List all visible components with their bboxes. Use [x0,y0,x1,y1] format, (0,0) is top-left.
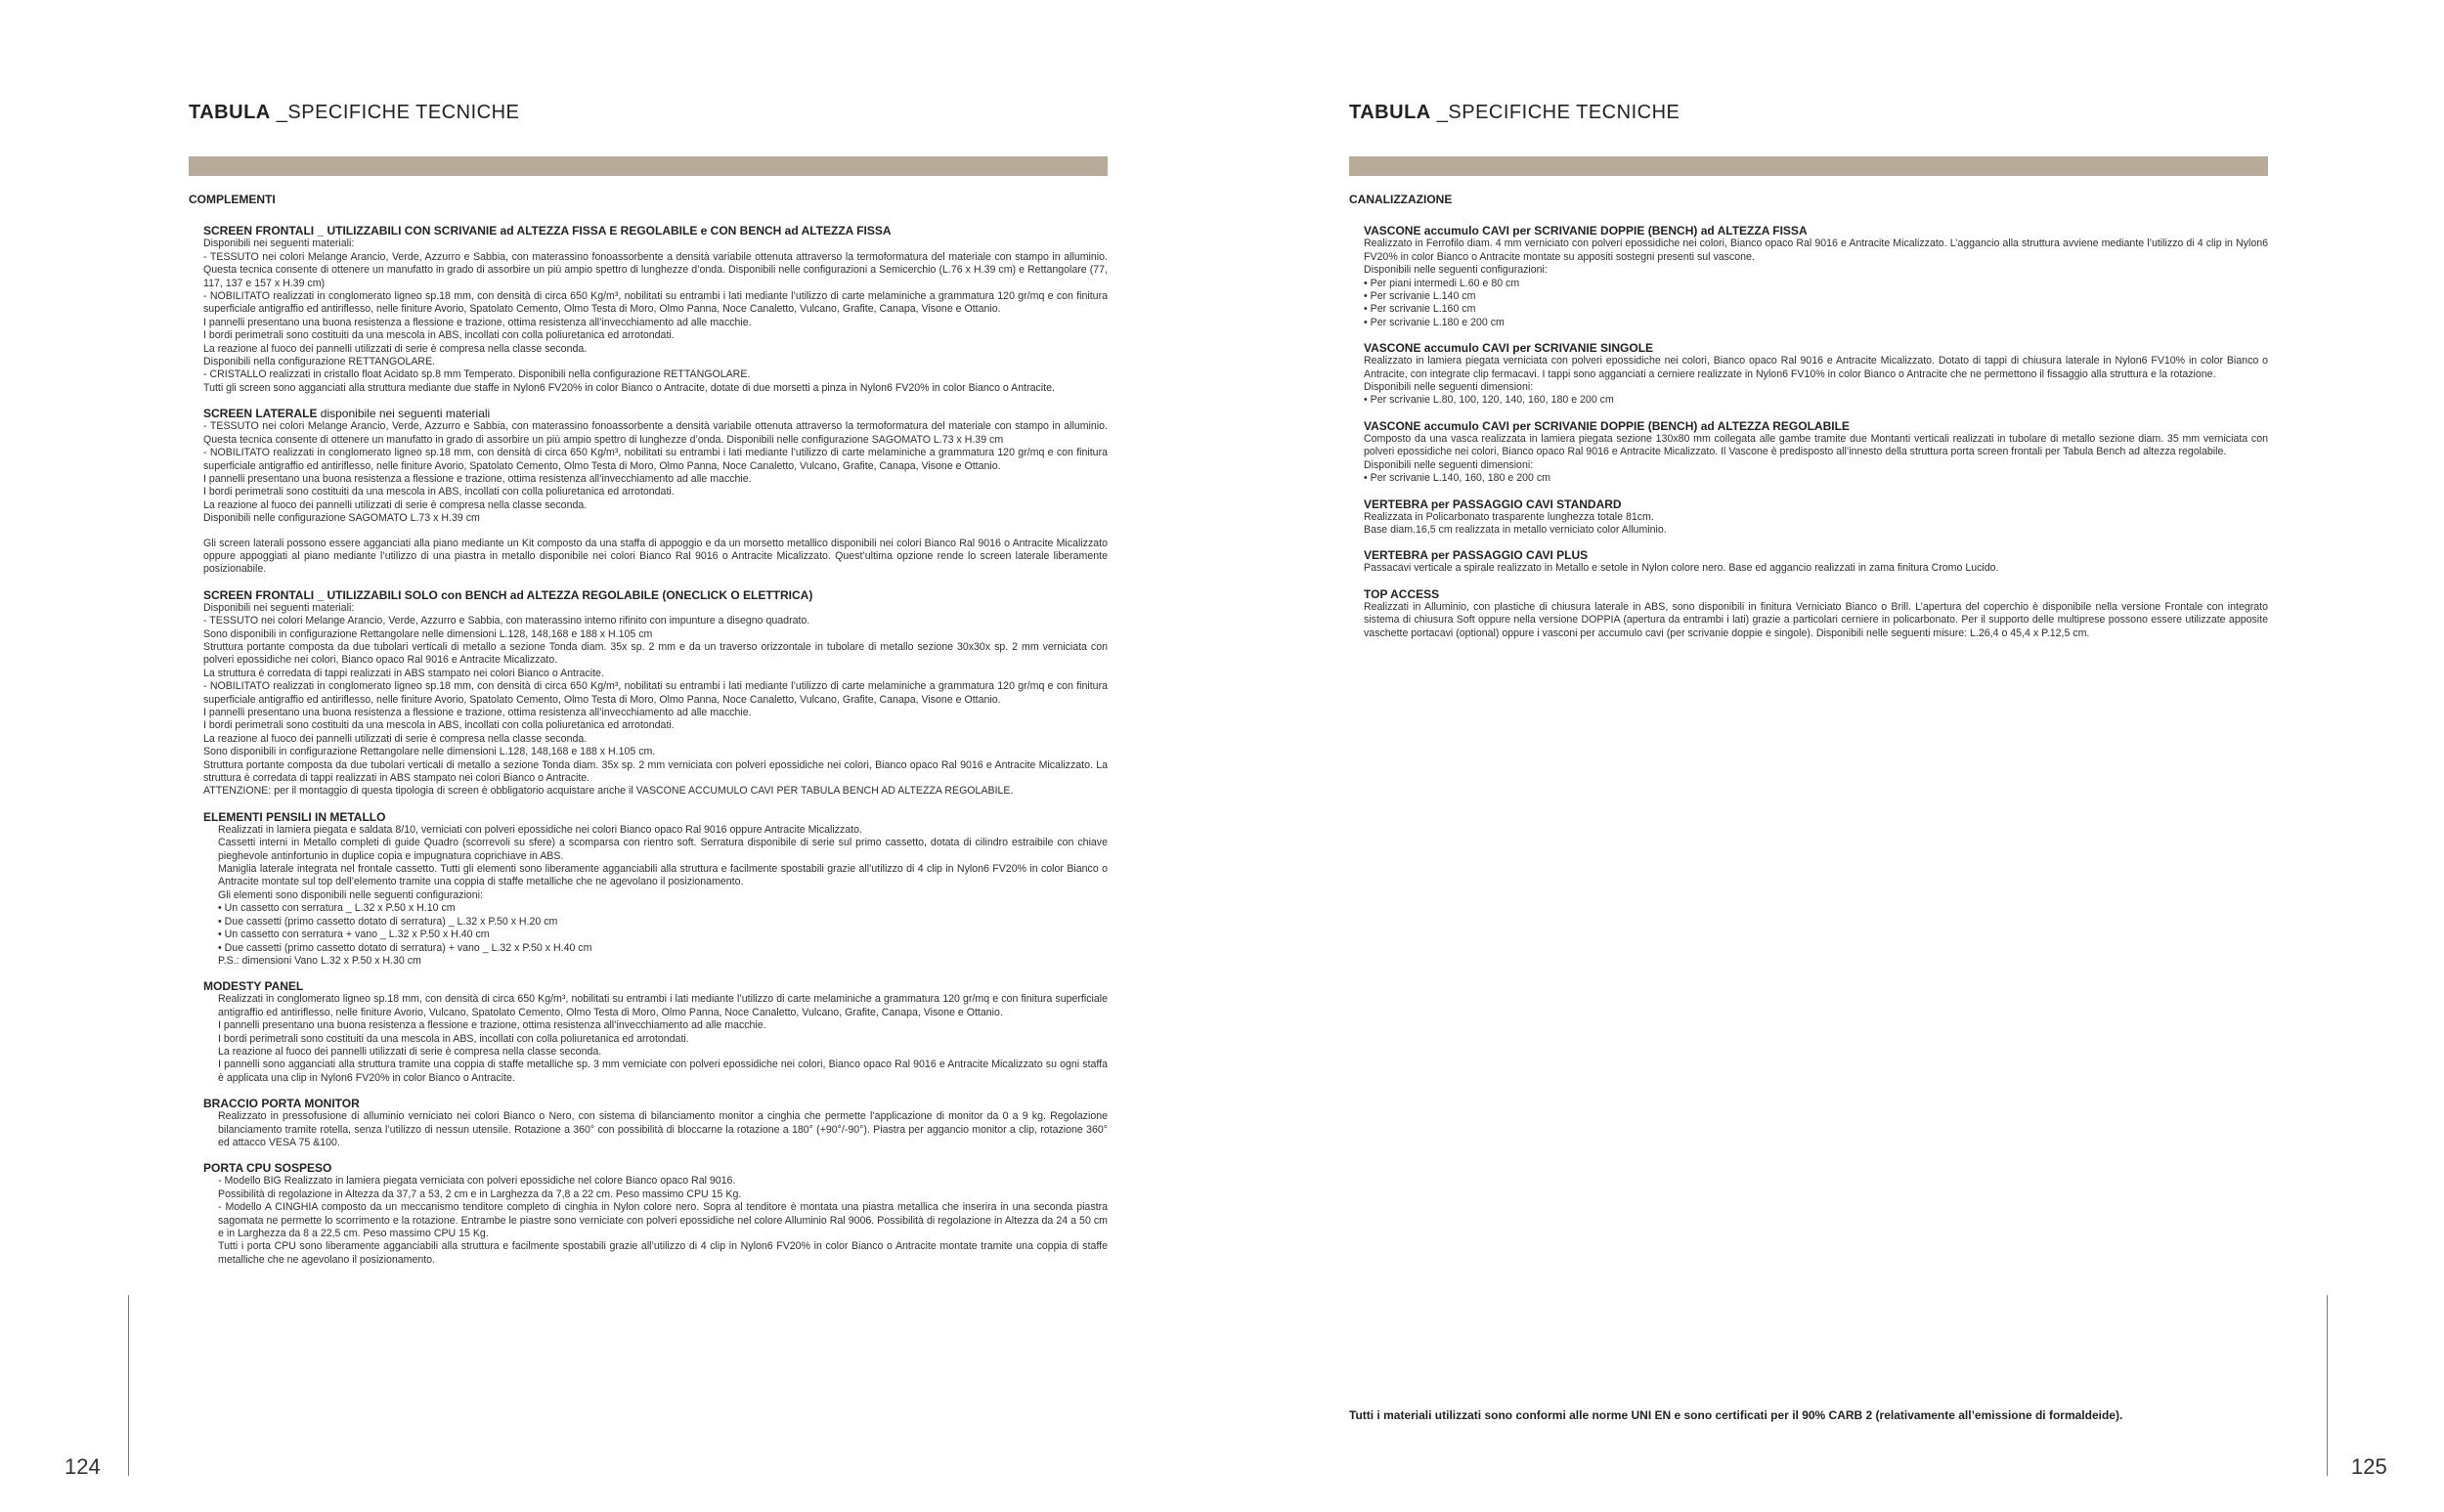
spec-line: I pannelli presentano una buona resistenza a flessione e trazione, ottima resistenza all’invecchiamento ad alle macchie. [203,707,752,718]
spec-block-title: PORTA CPU SOSPESO [203,1161,332,1176]
spec-line: Realizzati in conglomerato ligneo sp.18 mm, con densità di circa 650 Kg/m³, nobilitati su entrambi i lati mediante l’utilizzo di carte melaminiche a grammatura 120 gr/mq e con finitura superficiale antigraffio ed antiriflesso, nelle finiture Avorio, Vulcano, Spatolato Cemento, Olmo Testa di Moro, Olmo Panna, Noce Canaletto, Vulcano, Grafite, Canapa, Visone e Ottanio. [218,993,1108,1018]
spec-line: Sono disponibili in configurazione Rettangolare nelle dimensioni L.128, 148,168 e 188 x H.105 cm. [203,746,656,758]
spec-line: Disponibili nella configurazione RETTANGOLARE. [203,356,436,368]
left-blocks [189,224,1108,1267]
spec-line: Disponibili nei seguenti materiali: [203,238,355,250]
spec-block [203,979,1108,1085]
spec-block-title: VERTEBRA per PASSAGGIO CAVI STANDARD [1364,497,1622,511]
spec-block [203,1161,1108,1267]
spec-block [203,588,1108,799]
spec-line: - TESSUTO nei colori Melange Arancio, Verde, Azzurro e Sabbia, con materassino fonoassorbente a densità variabile ottenuta attraverso la termoformatura del materiale con stampo in alluminio. Questa tecnica consente di ottenere un manufatto in grado di assorbire un più ampio spettro di lunghezze d’onda. Disponibili nelle configurazioni a Semicerchio (L.76 x H.39 cm) e Rettangolare (77, 117, 137 e 157 x H.39 cm) [203,250,1108,289]
spec-line: - Modello A CINGHIA composto da un meccanismo tenditore completo di cinghia in Nylon colore nero. Sopra al tenditore è montata una piastra metallica che inserira in una seconda piastra sagomata ne permette lo scorrimento e la rotazione. Entrambe le piastre sono verniciate con polveri epossidiche nel colore Alluminio Ral 9006. Possibilità di regolazione in Altezza da 24 a 50 cm e in Larghezza da 8 a 22,5 cm. Peso massimo CPU 15 Kg. [218,1201,1108,1239]
spec-line: • Un cassetto con serratura + vano _ L.32 x P.50 x H.40 cm [218,929,490,941]
spec-line: I pannelli presentano una buona resistenza a flessione e trazione, ottima resistenza all’invecchiamento ad alle macchie. [218,1019,766,1032]
spec-block [1364,419,2268,486]
header-bar [189,156,1108,176]
right-blocks [1349,224,2268,640]
spec-block-body [203,602,1108,799]
spec-block-body [1364,238,2268,329]
spec-line: • Due cassetti (primo cassetto dotato di serratura) _ L.32 x P.50 x H.20 cm [218,915,558,928]
spec-line: - Modello BIG Realizzato in lamiera piegata verniciata con polveri epossidiche nel colore Bianco opaco Ral 9016. [218,1175,736,1188]
spec-block [1364,224,2268,329]
header-title: _SPECIFICHE TECNICHE [1430,102,1680,123]
spec-block-body [1364,433,2268,486]
spec-line: Gli elementi sono disponibili nelle seguenti configurazioni: [218,888,483,901]
spec-block [203,224,1108,395]
spec-block-title: TOP ACCESS [1364,586,1440,601]
spec-block [203,810,1108,968]
spec-line: Disponibili nei seguenti materiali: [203,601,355,614]
spec-line: - NOBILITATO realizzati in conglomerato ligneo sp.18 mm, con densità di circa 650 Kg/m³, nobilitati su entrambi i lati mediante l’utilizzo di carte melaminiche a grammatura 120 gr/mq e con finitura superficiale antigraffio ed antiriflesso, nelle finiture Avorio, Spatolato Cemento, Olmo Testa di Moro, Olmo Panna, Noce Canaletto, Vulcano, Grafite, Canapa, Visone e Ottanio. [203,447,1108,472]
spec-line: • Per piani intermedi L.60 e 80 cm [1364,277,1520,289]
spec-line: Possibilità di regolazione in Altezza da 37,7 a 53, 2 cm e in Larghezza da 7,8 a 22 cm. Peso massimo CPU 15 Kg. [218,1188,742,1200]
spec-line: La reazione al fuoco dei pannelli utilizzati di serie è compresa nella classe seconda. [203,732,588,745]
spec-line: - CRISTALLO realizzati in cristallo float Acidato sp.8 mm Temperato. Disponibili nella configurazione RETTANGOLARE. [203,368,751,381]
page-divider-line [2327,1295,2328,1476]
header-brand: TABULA [189,102,271,123]
spec-line: La struttura è corredata di tappi realizzati in ABS stampato nei colori Bianco o Antracite. [203,667,604,679]
spec-line: • Per scrivanie L.180 e 200 cm [1364,316,1505,328]
spec-line: I pannelli presentano una buona resistenza a flessione e trazione, ottima resistenza all’invecchiamento ad alle macchie. [203,472,752,485]
spec-block-title: ELEMENTI PENSILI IN METALLO [203,809,386,824]
spec-block-body [1364,562,2268,575]
spec-line: - NOBILITATO realizzati in conglomerato ligneo sp.18 mm, con densità di circa 650 Kg/m³, nobilitati su entrambi i lati mediante l’utilizzo di carte melaminiche a grammatura 120 gr/mq e con finitura superficiale antigraffio ed antiriflesso, nelle finiture Avorio, Spatolato Cemento, Olmo Testa di Moro, Olmo Panna, Noce Canaletto, Vulcano, Grafite, Canapa, Visone e Ottanio. [203,290,1108,316]
spec-line: Realizzati in Alluminio, con plastiche di chiusura laterale in ABS, sono disponibili in finitura Verniciato Bianco o Brill. L’apertura del coperchio è disponibile nella versione Frontale con integrato sistema di chiusura Soft oppure nella versione DOPPIA (apertura da entrambi i lati) grazie a particolari cerniere in policarbonato. Per il supporto delle multiprese possono essere utilizzate apposite vaschette portacavi (optional) oppure i vasconi per accumulo cavi (per scrivanie doppie e singole). Disponibili nelle seguenti misure: L.26,4 o 45,4 x P.12,5 cm. [1364,600,2268,639]
spec-line: P.S.: dimensioni Vano L.32 x P.50 x H.30 cm [218,954,421,967]
spec-block-title: MODESTY PANEL [203,979,304,994]
spec-line: Disponibili nelle seguenti configurazioni: [1364,264,1548,277]
spec-line: Tutti i porta CPU sono liberamente agganciabili alla struttura e facilmente spostabili grazie all’utilizzo di 4 clip in Nylon6 FV20% in color Bianco o Antracite montate tramite una coppia di staffe metalliche che ne agevolano il posizionamento. [218,1240,1108,1266]
spec-line: La reazione al fuoco dei pannelli utilizzati di serie è compresa nella classe seconda. [203,342,588,355]
spec-block [1364,548,2268,575]
spec-line: Realizzata in Policarbonato trasparente lunghezza totale 81cm. [1364,510,1654,523]
spec-block-body [203,420,1108,576]
page-header [189,102,519,124]
spec-block-title: VASCONE accumulo CAVI per SCRIVANIE DOPPIE (BENCH) ad ALTEZZA REGOLABILE [1364,418,1850,433]
spec-line: Disponibili nelle seguenti dimensioni: [1364,458,1534,471]
spec-block [1364,587,2268,640]
spec-block-body [218,824,1108,968]
spec-block-body [203,238,1108,395]
spec-line: Disponibili nelle seguenti dimensioni: [1364,381,1534,394]
left-content [189,194,1108,1278]
spec-line: • Per scrivanie L.80, 100, 120, 140, 160, 180 e 200 cm [1364,394,1614,407]
spec-line: Realizzato in lamiera piegata verniciata con polveri epossidiche nei colori, Bianco opaco Ral 9016 e Antracite Micalizzato. Dotato di tappi di chiusura laterale in Nylon6 FV10% in color Bianco o Antracite, con integrate clip fermacavi. I tappi sono agganciati a cerniere realizzate in Nylon6 FV10% in color Bianco o Antracite che ne permettono il fissaggio alla struttura e la rotazione. [1364,355,2268,380]
header-bar [1349,156,2268,176]
spec-block-title: VASCONE accumulo CAVI per SCRIVANIE DOPPIE (BENCH) ad ALTEZZA FISSA [1364,224,1808,238]
spec-line: Struttura portante composta da due tubolari verticali di metallo a sezione Tonda diam. 35x sp. 2 mm verniciata con polveri epossidiche nei colori, Bianco opaco Ral 9016 e Antracite Micalizzato. La struttura è corredata di tappi realizzati in ABS stampato nei colori Bianco o Antracite. [203,758,1108,785]
spec-block-title-row [203,407,1108,420]
spec-line: I bordi perimetrali sono costituiti da una mescola in ABS, incollati con colla poliuretanica ed arrotondati. [203,486,675,498]
spec-line: I bordi perimetrali sono costituiti da una mescola in ABS, incollati con colla poliuretanica ed arrotondati. [203,719,675,732]
spec-block-title: SCREEN FRONTALI _ UTILIZZABILI SOLO con BENCH ad ALTEZZA REGOLABILE (ONECLICK O ELETTRICA) [203,587,813,602]
right-content [1349,194,2268,652]
spec-line: - NOBILITATO realizzati in conglomerato ligneo sp.18 mm, con densità di circa 650 Kg/m³, nobilitati su entrambi i lati mediante l’utilizzo di carte melaminiche a grammatura 120 gr/mq e con finitura superficiale antigraffio ed antiriflesso, nelle finiture Avorio, Spatolato Cemento, Olmo Testa di Moro, Olmo Panna, Noce Canaletto, Vulcano, Grafite, Canapa, Visone e Ottanio. [203,680,1108,706]
spec-line: - TESSUTO nei colori Melange Arancio, Verde, Azzurro e Sabbia, con materassino fonoassorbente a densità variabile ottenuta attraverso la termoformatura del materiale con stampo in alluminio. Questa tecnica consente di ottenere un manufatto in grado di assorbire un più ampio spettro di lunghezze d’onda. Disponibili nelle configurazione SAGOMATO L.73 x H.39 cm [203,420,1108,446]
page-header [1349,102,1680,124]
page-number: 124 [65,1454,101,1479]
spec-block-title: SCREEN LATERALE [203,407,318,421]
spec-block [203,407,1108,576]
spec-line: Cassetti interni in Metallo completi di guide Quadro (scorrevoli su sfere) a scomparsa con rientro soft. Serratura disponibile di serie sul primo cassetto, dotata di cilindro estraibile con chiave pieghevole antinfortunio in duplice copia e impugnatura coprichiave in ABS. [218,837,1108,862]
spec-block-body [1364,511,2268,538]
spec-line: I bordi perimetrali sono costituiti da una mescola in ABS, incollati con colla poliuretanica ed arrotondati. [203,329,675,342]
spec-line: Passacavi verticale a spirale realizzato in Metallo e setole in Nylon colore nero. Base ed aggancio realizzati in zama finitura Cromo Lucido. [1364,562,1999,575]
spec-block-title-suffix: disponibile nei seguenti materiali [317,407,491,421]
header-brand: TABULA [1349,102,1431,123]
spec-line: • Due cassetti (primo cassetto dotato di serratura) + vano _ L.32 x P.50 x H.40 cm [218,941,592,954]
section-title: CANALIZZAZIONE [1349,193,1453,206]
spec-block-title: VERTEBRA per PASSAGGIO CAVI PLUS [1364,548,1589,563]
spec-line: - TESSUTO nei colori Melange Arancio, Verde, Azzurro e Sabbia, con materassino interno rifinito con impunture a disegno quadrato. [203,615,810,627]
spec-block-body [218,1110,1108,1149]
spec-line: La reazione al fuoco dei pannelli utilizzati di serie è compresa nella classe seconda. [203,498,588,511]
spec-line: Tutti gli screen sono agganciati alla struttura mediante due staffe in Nylon6 FV20% in color Bianco o Antracite, dotate di due morsetti a pinza in Nylon6 FV20% in color Bianco o Antracite. [203,381,1055,394]
spec-line [203,526,1108,538]
spec-line: La reazione al fuoco dei pannelli utilizzati di serie è compresa nella classe seconda. [218,1045,602,1058]
spec-line: Sono disponibili in configurazione Rettangolare nelle dimensioni L.128, 148,168 e 188 x H.105 cm [203,627,653,640]
spec-line: Maniglia laterale integrata nel frontale cassetto. Tutti gli elementi sono liberamente agganciabili alla struttura e facilmente spostabili grazie all’utilizzo di 4 clip in Nylon6 FV20% in color Bianco o Antracite montate sul top dell’elemento tramite una coppia di staffe metalliche che ne agevolano il posizionamento. [218,863,1108,888]
spec-line: Composto da una vasca realizzata in lamiera piegata sezione 130x80 mm collegata alle gambe tramite due Montanti verticali realizzati in tubolare di metallo sezione diam. 35 mm verniciata con polveri epossidiche nei colori, Bianco opaco Ral 9016 e Antracite Micalizzato. Il Vascone è predisposto all’innesto della struttura porta screen frontali per Tabula Bench ad altezza regolabile. [1364,432,2268,458]
spec-line: Realizzato in Ferrofilo diam. 4 mm verniciato con polveri epossidiche nei colori, Bianco opaco Ral 9016 e Antracite Micalizzato. L’aggancio alla struttura avviene mediante l’utilizzo di 4 clip in Nylon6 FV20% in color Bianco o Antracite montate su appositi sostegni presenti sul vascone. [1364,238,2268,263]
spec-line: I bordi perimetrali sono costituiti da una mescola in ABS, incollati con colla poliuretanica ed arrotondati. [218,1032,689,1045]
section-title: COMPLEMENTI [189,193,276,206]
spec-line: • Un cassetto con serratura _ L.32 x P.50 x H.10 cm [218,902,456,915]
spec-line: Disponibili nelle configurazione SAGOMATO L.73 x H.39 cm [203,512,480,525]
spec-block-title: VASCONE accumulo CAVI per SCRIVANIE SINGOLE [1364,341,1654,356]
right-page [1222,0,2444,1512]
spec-block [1364,341,2268,408]
spec-line: • Per scrivanie L.160 cm [1364,303,1476,316]
spec-line: Gli screen laterali possono essere agganciati alla piano mediante un Kit composto da una staffa di appoggio e da un morsetto metallico disponibili nei colori Bianco Ral 9016 o Antracite Micalizzato oppure appoggiati al piano mediante l’utilizzo di una piastra in metallo disponibile nei colori Bianco Ral 9016 o Antracite Micalizzato. Quest’ultima opzione rende lo screen laterale liberamente posizionabile. [203,537,1108,576]
spec-block-title: SCREEN FRONTALI _ UTILIZZABILI CON SCRIVANIE ad ALTEZZA FISSA E REGOLABILE e CON BENCH ad ALTEZZA FISSA [203,224,892,238]
spec-line: Realizzato in pressofusione di alluminio verniciato nei colori Bianco o Nero, con sistema di bilanciamento monitor a cinghia che permette l’applicazione di monitor da 0 a 9 kg. Regolazione bilanciamento tramite rotella, senza l’utilizzo di nessun utensile. Rotazione a 360° con possibilità di bloccarne la rotazione a 180° (+90°/-90°). Piastra per aggancio monitor a clip, rotazione 360° ed attacco VESA 75 &100. [218,1110,1108,1148]
spec-block-body [1364,601,2268,640]
page-divider-line [128,1295,129,1476]
spec-block [203,1097,1108,1149]
spec-line: I pannelli sono agganciati alla struttura tramite una coppia di staffe metalliche sp. 3 mm verniciate con polveri epossidiche nei colori, Bianco opaco Ral 9016 e Antracite Micalizzato su ogni staffa è applicata una clip in Nylon6 FV20% in color Bianco o Antracite. [218,1058,1108,1084]
spec-block [1364,497,2268,538]
spec-block-body [218,1175,1108,1267]
spec-line: ATTENZIONE: per il montaggio di questa tipologia di screen è obbligatorio acquistare anche il VASCONE ACCUMULO CAVI PER TABULA BENCH AD ALTEZZA REGOLABILE. [203,785,1014,798]
footer-note: Tutti i materiali utilizzati sono conformi alle norme UNI EN e sono certificati per il 90% CARB 2 (relativamente all’emissione di formaldeide). [1349,1408,2123,1422]
spec-block-body [1364,355,2268,408]
spec-line: Struttura portante composta da due tubolari verticali di metallo a sezione Tonda diam. 35x sp. 2 mm e da un traverso orizzontale in tubolare di metallo sezione 30x30x sp. 2 mm verniciata con polveri epossidiche nei colori, Bianco opaco Ral 9016 e Antracite Micalizzato. [203,640,1108,667]
spec-block-body [218,993,1108,1085]
spec-line: I pannelli presentano una buona resistenza a flessione e trazione, ottima resistenza all’invecchiamento ad alle macchie. [203,316,752,328]
header-title: _SPECIFICHE TECNICHE [270,102,520,123]
page-number: 125 [2351,1454,2387,1479]
spec-line: Base diam.16,5 cm realizzata in metallo verniciato color Alluminio. [1364,523,1667,536]
spec-line: • Per scrivanie L.140, 160, 180 e 200 cm [1364,472,1550,485]
spec-line: • Per scrivanie L.140 cm [1364,290,1476,303]
spec-block-title: BRACCIO PORTA MONITOR [203,1097,360,1111]
spec-line: Realizzati in lamiera piegata e saldata 8/10, verniciati con polveri epossidiche nei colori Bianco opaco Ral 9016 oppure Antracite Micalizzato. [218,823,862,836]
